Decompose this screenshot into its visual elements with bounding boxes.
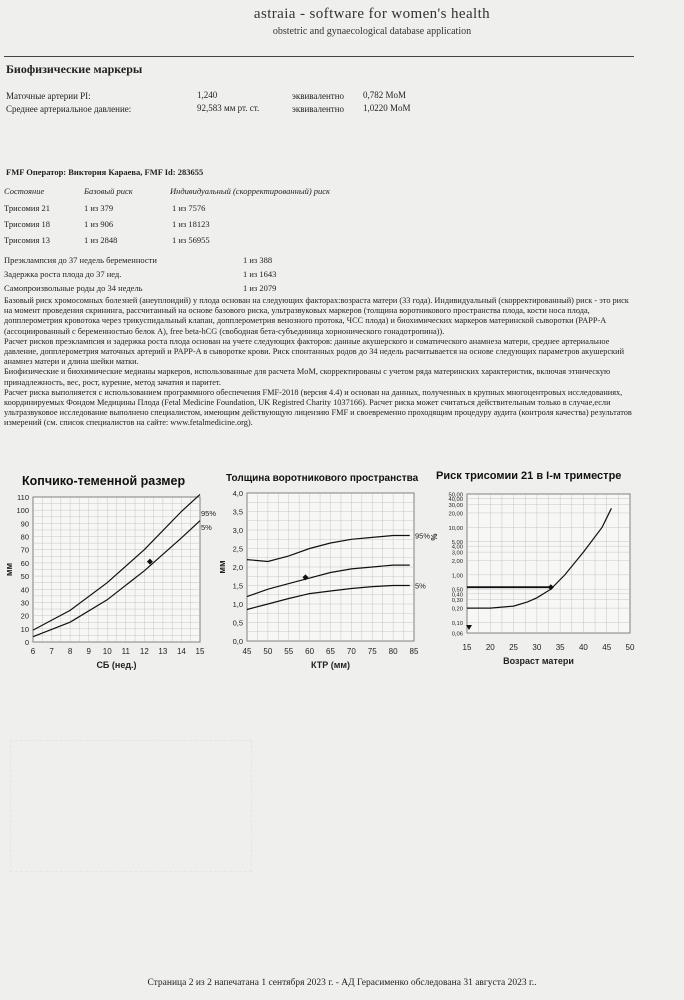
t21-x-tick: 50 [625, 643, 635, 652]
crl-x-tick: 6 [30, 647, 36, 656]
crl-y-label: мм [4, 562, 14, 577]
page-footer: Страница 2 из 2 напечатана 1 сентября 2023 г. - АД Герасименко обследована 31 августа 2023 г.. [147, 978, 537, 988]
nt-x-tick: 45 [242, 647, 252, 656]
marker-label: Среднее артериальное давление: [6, 104, 132, 114]
marker-label: Маточные артерии PI: [6, 91, 91, 101]
crl-y-tick: 50 [20, 572, 29, 582]
note-paragraph: Биофизические и биохимические медианы маркеров, использованные для расчета MoM, скорректированы с учетом ряда материнских характеристик, включая этническую принадлежность, вес, рост, курение, метод зачатия и паритет. [4, 367, 611, 387]
crl-y-tick: 10 [20, 624, 29, 634]
crl-x-label: СБ (нед.) [96, 660, 137, 670]
nt-y-tick: 3,0 [232, 526, 243, 535]
t21-x-tick: 40 [578, 643, 588, 652]
note-paragraph: Базовый риск хромосомных болезней (анеуплоидий) у плода основан на следующих факторах:возраста матери (33 года). Индивидуальный (скорректированный) риск - это риск на момент проведения скрининга, рассчитанный на основе базового риска, ультразвуковых маркеров (толщина воротникового пространства плода, кости носа плода, допплерометрия кровотока через трикуспидальный клапан, допплерометрия венозного протока, ЧСС плода) и биохимических маркеров материнской сыворотки (PAPP-A (ассоциированный с беременностью белок А), free beta-hCG (свободная бета-субъединица хорионического гонадотропина)). [4, 296, 629, 336]
nt-chart-title: Толщина воротникового пространства [226, 473, 419, 484]
marker-eq-label: эквивалентно [292, 104, 345, 114]
risk-cell: 1 из 7576 [172, 203, 206, 213]
crl-x-tick: 9 [86, 647, 91, 656]
risk-cell: 1 из 379 [84, 203, 114, 213]
t21-y-tick: 2,00 [451, 559, 463, 566]
marker-eq-value: 1,0220 MoM [363, 103, 411, 113]
nt-series-label: 95% [415, 531, 431, 541]
risk-header-individual: Индивидуальный (скорректированный) риск [170, 186, 331, 196]
note-paragraph: Расчет риска выполняется с использованием программного обеспечения FMF-2018 (версия 4.4) и основан на данных, полученных в крупных многоцентровых исследованиях, координируемых Фондом Медицины Плода (Fetal Medicine Foundation, UK Registred Charity 1037166). Расчет риска может считаться действительным только в случае,если ультразвуковое исследование выполнено специалистом, имеющим действующую лицензию FMF и своевременно проходящим процедуру аудита (контроля качества) результатов измерений (см. список специалистов на сайте: www.fetalmedicine.org). [4, 387, 632, 428]
t21-y-label: % [430, 533, 439, 541]
risk-cell: Трисомия 18 [4, 219, 50, 229]
nt-x-tick: 75 [367, 647, 377, 656]
crl-y-tick: 80 [20, 532, 29, 542]
risk-cell: 1 из 56955 [172, 235, 210, 245]
other-risk-label: Самопроизвольные роды до 34 недель [4, 283, 143, 293]
brand-tagline: obstetric and gynaecological database application [272, 26, 472, 37]
crl-x-tick: 7 [49, 647, 54, 656]
t21-y-tick: 3,00 [451, 550, 463, 557]
nt-x-label: КТР (мм) [310, 660, 351, 670]
nt-y-tick: 1,5 [232, 581, 243, 591]
risk-cell: 1 из 18123 [172, 219, 210, 229]
nt-y-tick: 0,0 [232, 637, 243, 646]
nt-y-label: мм [217, 560, 227, 574]
t21-x-tick: 35 [555, 643, 565, 652]
crl-x-tick: 13 [158, 647, 168, 656]
nt-y-tick: 4,0 [232, 489, 243, 498]
risk-header-condition: Состояние [4, 186, 45, 196]
t21-y-tick: 0,30 [451, 598, 463, 605]
nt-x-tick: 55 [284, 647, 294, 656]
other-risk-value: 1 из 1643 [243, 269, 277, 279]
crl-x-tick: 8 [67, 647, 73, 656]
nt-y-tick: 3,5 [232, 507, 243, 517]
nt-x-tick: 65 [326, 647, 335, 656]
t21-x-tick: 15 [462, 643, 472, 652]
t21-y-tick: 0,10 [451, 620, 463, 627]
nt-x-tick: 60 [305, 647, 315, 656]
nt-x-tick: 80 [388, 647, 398, 656]
t21-chart-title: Риск трисомии 21 в I-м триместре [436, 470, 622, 482]
t21-y-tick: 4,00 [451, 544, 463, 551]
faint-stamp [10, 740, 252, 872]
t21-y-tick: 0,06 [451, 631, 463, 638]
crl-chart-title: Копчико-теменной размер [22, 474, 186, 488]
crl-y-tick: 0 [24, 638, 29, 647]
other-risk-label: Преэклампсия до 37 недель беременности [4, 255, 157, 265]
marker-eq-value: 0,782 MoM [363, 90, 407, 100]
marker-value: 1,240 [197, 90, 218, 100]
nt-series-label: 5% [415, 581, 426, 591]
crl-x-tick: 10 [102, 647, 112, 656]
note-paragraph: Расчет рисков преэклампсия и задержка роста плода основан на учете следующих факторов: данные акушерского и соматического анамнеза матери, среднее артериальное давление, допплерометрия маточных артерий и PAPP-A в сыворотке крови. Риск спонтанных родов до 34 недель расчитывается на основе следующих параметров акушерский анамнез матери и длина шейки матки. [4, 336, 625, 367]
t21-x-tick: 20 [485, 643, 495, 652]
markers-title: Биофизические маркеры [6, 62, 143, 76]
nt-y-tick: 1,0 [232, 600, 243, 609]
t21-y-tick: 0,50 [451, 587, 463, 594]
risk-cell: Трисомия 21 [4, 203, 50, 213]
crl-y-tick: 100 [16, 506, 29, 516]
t21-y-tick: 1,00 [451, 573, 463, 580]
nt-y-tick: 2,0 [232, 563, 243, 572]
marker-value: 92,583 мм рт. ст. [197, 103, 260, 113]
crl-y-tick: 20 [20, 611, 29, 621]
crl-x-tick: 12 [139, 647, 149, 656]
risk-cell: 1 из 906 [84, 219, 114, 229]
crl-series-label: 95% [201, 508, 217, 518]
t21-y-tick: 0,40 [451, 592, 463, 599]
other-risk-label: Задержка роста плода до 37 нед. [4, 269, 122, 279]
t21-x-label: Возраст матери [503, 656, 574, 666]
brand-title: astraia - software for women's health [253, 6, 491, 22]
nt-y-tick: 0,5 [232, 618, 243, 628]
crl-series-label: 5% [201, 522, 212, 532]
t21-x-tick: 45 [602, 643, 612, 652]
t21-y-tick: 40,00 [448, 497, 463, 504]
crl-y-tick: 30 [20, 598, 29, 608]
operator-line: FMF Оператор: Виктория Караева, FMF Id: 283655 [6, 167, 204, 177]
risk-cell: 1 из 2848 [84, 235, 118, 245]
crl-x-tick: 14 [176, 647, 186, 656]
risk-header-base: Базовый риск [84, 186, 133, 196]
t21-y-tick: 50,00 [448, 492, 463, 499]
nt-x-tick: 85 [409, 647, 419, 656]
t21-y-tick: 10,00 [448, 525, 463, 532]
crl-y-tick: 40 [20, 585, 29, 595]
nt-y-tick: 2,5 [232, 544, 243, 554]
t21-y-tick: 30,00 [448, 503, 463, 510]
t21-y-tick: 5,00 [451, 540, 463, 547]
t21-y-tick: 20,00 [448, 511, 463, 518]
crl-x-tick: 15 [195, 647, 205, 656]
crl-y-tick: 110 [17, 493, 29, 502]
t21-x-tick: 25 [509, 643, 519, 652]
other-risk-value: 1 из 388 [243, 255, 273, 265]
marker-eq-label: эквивалентно [292, 91, 345, 101]
t21-x-tick: 30 [532, 643, 542, 652]
t21-y-tick: 0,20 [451, 606, 463, 613]
crl-y-tick: 70 [20, 545, 29, 555]
nt-x-tick: 50 [263, 647, 273, 656]
risk-cell: Трисомия 13 [4, 235, 50, 245]
other-risk-value: 1 из 2079 [243, 283, 277, 293]
nt-x-tick: 70 [346, 647, 356, 656]
crl-x-tick: 11 [121, 647, 130, 656]
crl-y-tick: 90 [20, 519, 29, 529]
crl-y-tick: 60 [20, 558, 29, 568]
